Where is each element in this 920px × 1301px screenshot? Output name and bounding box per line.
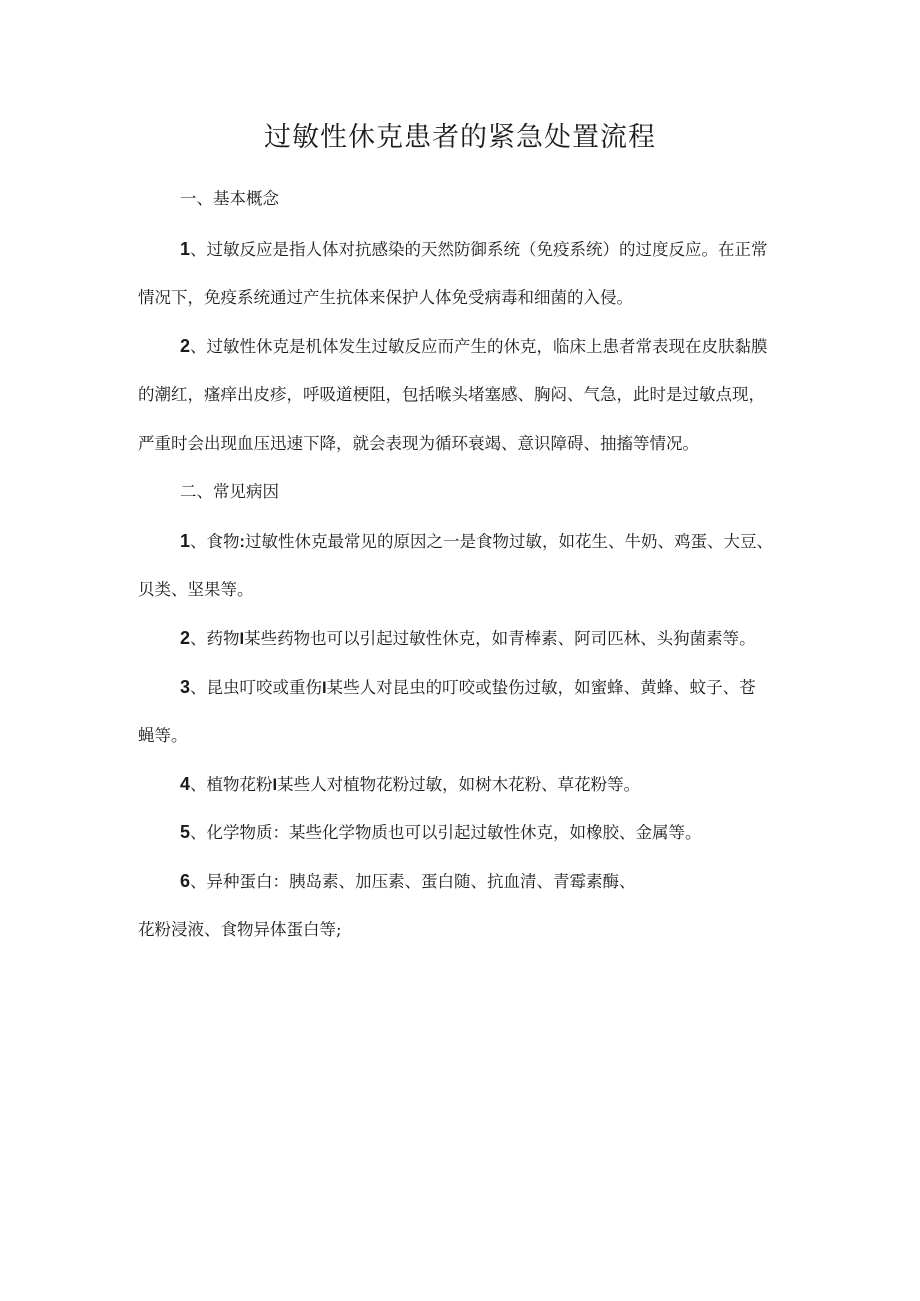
item-separator: I [322, 679, 327, 697]
paragraph-text: 、过敏性休克是机体发生过敏反应而产生的休克，临床上患者常表现在皮肤黏膜 [190, 337, 768, 356]
paragraph-text: 、异种蛋白：胰岛素、加压素、蛋白随、抗血清、青霉素酶、 [190, 872, 636, 891]
item-separator: : [239, 533, 246, 551]
item-label: 、食物 [190, 532, 240, 551]
paragraph-line [180, 820, 702, 845]
paragraph-text: 某些人对植物花粉过敏，如树木花粉、草花粉等。 [277, 775, 641, 794]
item-number: 5 [180, 822, 191, 842]
paragraph-text: 过敏性休克最常见的原因之一是食物过敏，如花生、牛奶、鸡蛋、大豆、 [245, 532, 774, 551]
paragraph-line [180, 334, 768, 359]
item-number: 2 [180, 628, 191, 648]
paragraph-line: 蝇等。 [138, 726, 188, 745]
paragraph-line [180, 675, 756, 700]
paragraph-line: 情况下，免疫系统通过产生抗体来保护人体免受病毒和细菌的入侵。 [138, 288, 633, 307]
item-number: 1 [180, 531, 191, 551]
paragraph-line: 贝类、坚果等。 [138, 580, 254, 599]
section-heading-common-causes: 二、常见病因 [180, 482, 279, 501]
paragraph-line: 严重时会出现血压迅速下降，就会表现为循环衰竭、意识障碍、抽搐等情况。 [138, 434, 699, 453]
paragraph-text: 某些人对昆虫的叮咬或蛰伤过敏，如蜜蜂、黄蜂、蚊子、苍 [326, 678, 756, 697]
paragraph-text: 、过敏反应是指人体对抗感染的天然防御系统（免疫系统）的过度反应。在正常 [190, 240, 768, 259]
item-label: 、植物花粉 [190, 775, 273, 794]
item-number: 6 [180, 871, 191, 891]
paragraph-text: 某些药物也可以引起过敏性休克，如青棒素、阿司匹林、头狗菌素等。 [244, 629, 756, 648]
item-number: 4 [180, 774, 191, 794]
document-title: 过敏性休克患者的紧急处置流程 [264, 122, 656, 153]
item-number: 3 [180, 677, 191, 697]
paragraph-line [180, 237, 768, 262]
item-label: 、药物 [190, 629, 240, 648]
paragraph-line: 花粉浸液、食物异体蛋白等; [138, 920, 342, 939]
paragraph-line [180, 529, 773, 554]
item-number: 2 [180, 336, 191, 356]
item-label: 、昆虫叮咬或重伤 [190, 678, 323, 697]
paragraph-line [180, 869, 636, 894]
paragraph-line: 的潮红，瘙痒出皮疹，呼吸道梗阻，包括喉头堵塞感、胸闷、气急，此时是过敏点现， [138, 385, 765, 404]
item-separator: I [272, 776, 278, 794]
paragraph-text: 、化学物质：某些化学物质也可以引起过敏性休克，如橡胶、金属等。 [190, 823, 702, 842]
item-separator: I [239, 630, 245, 648]
paragraph-line [180, 626, 756, 651]
paragraph-line [180, 772, 640, 797]
item-number: 1 [180, 239, 191, 259]
section-heading-basic-concept: 一、基本概念 [180, 189, 279, 208]
